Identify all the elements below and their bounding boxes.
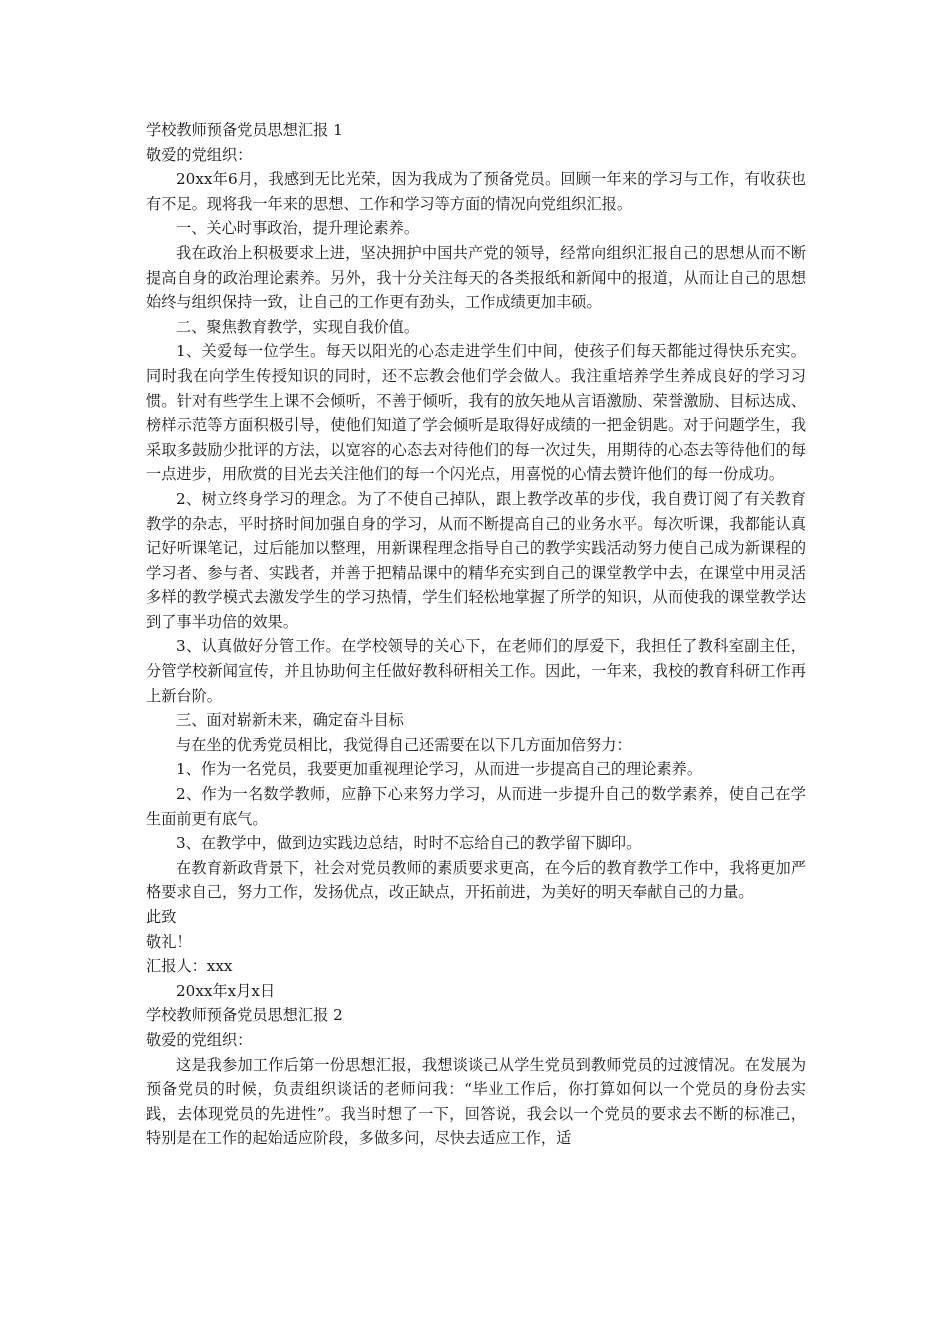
letter1-reporter: 汇报人：xxx xyxy=(146,957,233,976)
letter1-section-heading-2: 二、聚焦教育教学，实现自我价值。 xyxy=(176,317,419,336)
letter1-section-heading-3: 三、面对崭新未来，确定奋斗目标 xyxy=(176,711,404,730)
letter1-paragraph: 1、关爱每一位学生。每天以阳光的心态走进学生们中间，使孩子们每天都能过得快乐充实。同时我在向学生传授知识的同时，还不忘教会他们学会做人。我注重培养学生养成良好的学习习惯。针对有些学生上课不会倾听，不善于倾听，我有的放矢地从言语激励、荣誉激励、目标达成、榜样示范等方面积极引导，使他们知道了学会倾听是取得好成绩的一把金钥匙。对于问题学生，我采取多鼓励少批评的方法，以宽容的心态去对待他们的每一次过失，用期待的心态去等待他们的每一点进步，用欣赏的目光去关注他们的每一个闪光点，用喜悦的心情去赞许他们的每一份成功。 xyxy=(146,342,806,484)
letter1-paragraph: 在教育新政背景下，社会对党员教师的素质要求更高，在今后的教育教学工作中，我将更加严格要求自己，努力工作，发扬优点，改正缺点，开拓前进，为美好的明天奉献自己的力量。 xyxy=(146,858,806,902)
letter1-date: 20xx年x月x日 xyxy=(176,981,276,1000)
letter2-salutation: 敬爱的党组织： xyxy=(146,1030,253,1049)
letter1-paragraph: 20xx年6月，我感到无比光荣，因为我成为了预备党员。回顾一年来的学习与工作，有收获也有不足。现将我一年来的思想、工作和学习等方面的情况向党组织汇报。 xyxy=(146,170,806,213)
letter1-paragraph: 我在政治上积极要求上进，坚决拥护中国共产党的领导，经常向组织汇报自己的思想从而不断提高自身的政治理论素养。另外，我十分关注每天的各类报纸和新闻中的报道，从而让自己的思想始终与组织保持一致，让自己的工作更有劲头，工作成绩更加丰硕。 xyxy=(146,243,806,312)
document-page xyxy=(146,118,806,1151)
letter1-paragraph: 3、在教学中，做到边实践边总结，时时不忘给自己的教学留下脚印。 xyxy=(176,834,642,853)
letter1-paragraph: 2、树立终身学习的理念。为了不使自己掉队，跟上教学改革的步伐，我自费订阅了有关教育教学的杂志，平时挤时间加强自身的学习，从而不断提高自己的业务水平。每次听课，我都能认真记好听课笔记，过后能加以整理，用新课程理念指导自己的教学实践活动努力使自己成为新课程的学习者、参与者、实践者，并善于把精品课中的精华充实到自己的课堂教学中去，在课堂中用灵活多样的教学模式去激发学生的学习热情，学生们轻松地掌握了所学的知识，从而使我的课堂教学达到了事半功倍的效果。 xyxy=(146,489,806,631)
letter1-salutation: 敬爱的党组织： xyxy=(146,145,253,164)
letter1-paragraph: 3、认真做好分管工作。在学校领导的关心下，在老师们的厚爱下，我担任了教科室副主任，分管学校新闻宣传，并且协助何主任做好教科研相关工作。因此，一年来，我校的教育科研工作再上新台阶。 xyxy=(146,637,806,705)
letter1-closing-1: 此致 xyxy=(146,908,177,926)
letter1-title: 学校教师预备党员思想汇报 1 xyxy=(146,121,343,139)
letter1-section-heading-1: 一、关心时事政治，提升理论素养。 xyxy=(176,219,419,238)
letter2-title: 学校教师预备党员思想汇报 2 xyxy=(146,1006,343,1025)
letter1-paragraph: 与在坐的优秀党员相比，我觉得自己还需要在以下几方面加倍努力： xyxy=(176,735,632,754)
letter1-paragraph: 1、作为一名党员，我要更加重视理论学习，从而进一步提高自己的理论素养。 xyxy=(176,760,703,779)
letter2-paragraph: 这是我参加工作后第一份思想汇报，我想谈谈己从学生党员到教师党员的过渡情况。在发展为预备党员的时候，负责组织谈话的老师问我：“毕业工作后，你打算如何以一个党员的身份去实践，去体现党员的先进性”。我当时想了一下，回答说，我会以一个党员的要求去不断的标准己，特别是在工作的起始适应阶段，多做多问，尽快去适应工作，适 xyxy=(146,1055,806,1148)
letter1-closing-2: 敬礼！ xyxy=(146,932,192,951)
letter1-paragraph: 2、作为一名数学教师，应静下心来努力学习，从而进一步提升自己的数学素养，使自己在学生面前更有底气。 xyxy=(146,785,806,828)
